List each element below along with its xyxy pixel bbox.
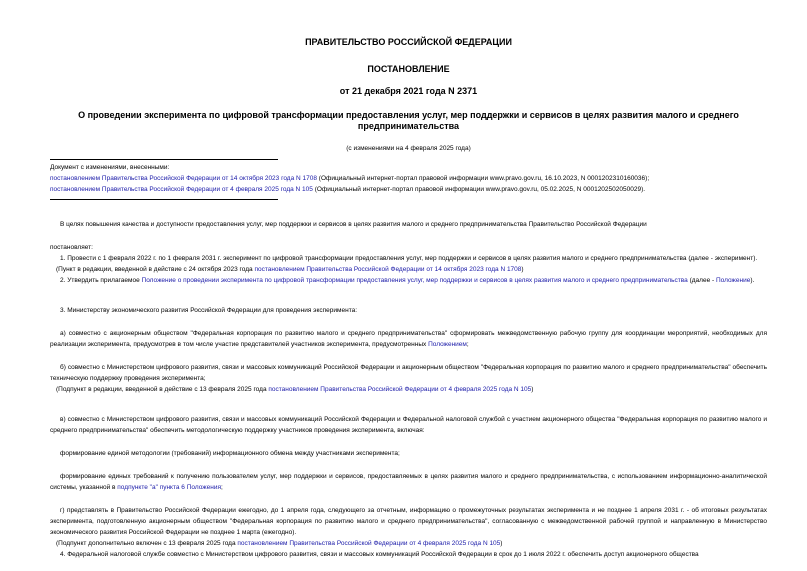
pv2-text: формирование единых требований к получению пользователем услуг, мер поддержки и сервисов, предоставляемых в целях развития малого и среднего предпринимательства, с использованием информационно-аналитической системы, указанной в xyxy=(50,473,767,491)
amendments-list xyxy=(50,162,767,195)
subparagraph-g: г) представлять в Правительство Российской Федерации ежегодно, до 1 апреля года, следующего за отчетным, информацию о промежуточных результатах эксперимента и не позднее 1 апреля 2031 г. - об итоговых результатах эксперимента, подготовленную акционерным обществом "Федеральная корпорация по развитию малого и среднего предпринимательства", согласованную с межведомственной рабочей группой и направленную в Министерство экономического развития Российской Федерации не позднее 1 марта (ежегодно). xyxy=(50,507,767,536)
amendment-source: (Официальный интернет-портал правовой информации www.pravo.gov.ru, 05.02.2025, N 0001202502050029). xyxy=(312,186,646,193)
edit-note-3 xyxy=(50,538,767,549)
subparagraph-v-item-2 xyxy=(50,471,767,493)
paragraph-1: 1. Провести с 1 февраля 2022 г. по 1 февраля 2031 г. эксперимент по цифровой трансформации предоставления услуг, мер поддержки и сервисов в целях развития малого и среднего предпринимательства (далее - эксперимент). xyxy=(60,255,758,262)
amendment-item xyxy=(50,184,767,195)
paragraph-4: 4. Федеральной налоговой службе совместно с Министерством цифрового развития, связи и массовых коммуникаций Российской Федерации в срок до 1 июля 2022 г. обеспечить доступ акционерного общества xyxy=(60,551,699,558)
note-link[interactable]: постановлением Правительства Российской Федерации от 14 октября 2023 года N 1708 xyxy=(254,266,522,273)
amendment-item xyxy=(50,173,767,184)
note-end: ) xyxy=(500,540,503,547)
regulation-link[interactable]: Положение о проведении эксперимента по цифровой трансформации предоставления услуг, мер поддержки и сервисов в целях развития малого и среднего предпринимательства xyxy=(141,277,688,284)
note-link[interactable]: постановлением Правительства Российской Федерации от 4 февраля 2025 года N 105 xyxy=(237,540,501,547)
note-text: (Пункт в редакции, введенной в действие с 24 октября 2023 года xyxy=(56,266,255,273)
amendment-link[interactable]: постановлением Правительства Российской Федерации от 4 февраля 2025 года N 105 xyxy=(50,186,313,193)
document-title: О проведении эксперимента по цифровой трансформации предоставления услуг, мер поддержки и сервисов в целях развития малого и среднего предпринимательства xyxy=(78,110,739,131)
edit-note-1 xyxy=(50,264,767,275)
note-end: ) xyxy=(521,266,524,273)
document-date-number: от 21 декабря 2021 года N 2371 xyxy=(339,86,478,96)
divider-top xyxy=(50,159,278,160)
note-link[interactable]: постановлением Правительства Российской Федерации от 4 февраля 2025 года N 105 xyxy=(268,386,532,393)
divider-bottom xyxy=(50,199,278,200)
subparagraph-v-item-1: формирование единой методологии (требований) информационного обмена между участниками эксперимента; xyxy=(60,450,400,457)
note-end: ) xyxy=(531,386,534,393)
amendment-source: (Официальный интернет-портал правовой информации www.pravo.gov.ru, 16.10.2023, N 0001202310160036); xyxy=(316,175,650,182)
changes-note: (с изменениями на 4 февраля 2025 года) xyxy=(346,145,471,152)
preamble: В целях повышения качества и доступности предоставления услуг, мер поддержки и сервисов в целях развития малого и среднего предпринимательства Правительство Российской Федерации xyxy=(60,221,647,228)
pv2-end: ; xyxy=(220,484,223,491)
subparagraph-v: в) совместно с Министерством цифрового развития, связи и массовых коммуникаций Российской Федерации и Федеральной налоговой службой с участием акционерного общества "Федеральная корпорация по развитию малого и среднего предпринимательства" обеспечить методологическую поддержку участников проведения эксперимента, включая: xyxy=(50,416,767,434)
p2-text: ). xyxy=(750,277,755,284)
amendments-intro: Документ с изменениями, внесенными: xyxy=(50,164,170,171)
p2-text: (далее - xyxy=(687,277,716,284)
regulation-short-link[interactable]: Положение xyxy=(715,277,751,284)
pa-text: а) совместно с акционерным обществом "Федеральная корпорация по развитию малого и среднего предпринимательства" сформировать межведомственную рабочую группу для координации мероприятий, необходимых для реализации эксперимента, предусмотрев в том числе участие представителей участников эксперимента, предусмотренных xyxy=(50,330,767,348)
government-heading: ПРАВИТЕЛЬСТВО РОССИЙСКОЙ ФЕДЕРАЦИИ xyxy=(305,37,512,47)
paragraph-2 xyxy=(50,275,767,286)
decree-word: постановляет: xyxy=(50,244,93,251)
amendment-link[interactable]: постановлением Правительства Российской Федерации от 14 октября 2023 года N 1708 xyxy=(50,175,317,182)
regulation-link[interactable]: Положением xyxy=(428,341,467,348)
p2-text: 2. Утвердить прилагаемое xyxy=(60,277,142,284)
document-type: ПОСТАНОВЛЕНИЕ xyxy=(367,64,450,74)
subparagraph-a xyxy=(50,328,767,350)
edit-note-2 xyxy=(50,384,767,395)
subparagraph-b: б) совместно с Министерством цифрового развития, связи и массовых коммуникаций Российской Федерации и акционерным обществом "Федеральная корпорация по развитию малого и среднего предпринимательства" обеспечить техническую поддержку проведения эксперимента; xyxy=(50,364,767,382)
subparagraph-link[interactable]: подпункте "а" пункта 6 Положения xyxy=(117,484,221,491)
note-text: (Подпункт в редакции, введенной в действие с 13 февраля 2025 года xyxy=(56,386,269,393)
note-text: (Подпункт дополнительно включен с 13 февраля 2025 года xyxy=(56,540,238,547)
paragraph-3: 3. Министерству экономического развития Российской Федерации для проведения эксперимента: xyxy=(60,307,358,314)
pa-end: ; xyxy=(466,341,469,348)
